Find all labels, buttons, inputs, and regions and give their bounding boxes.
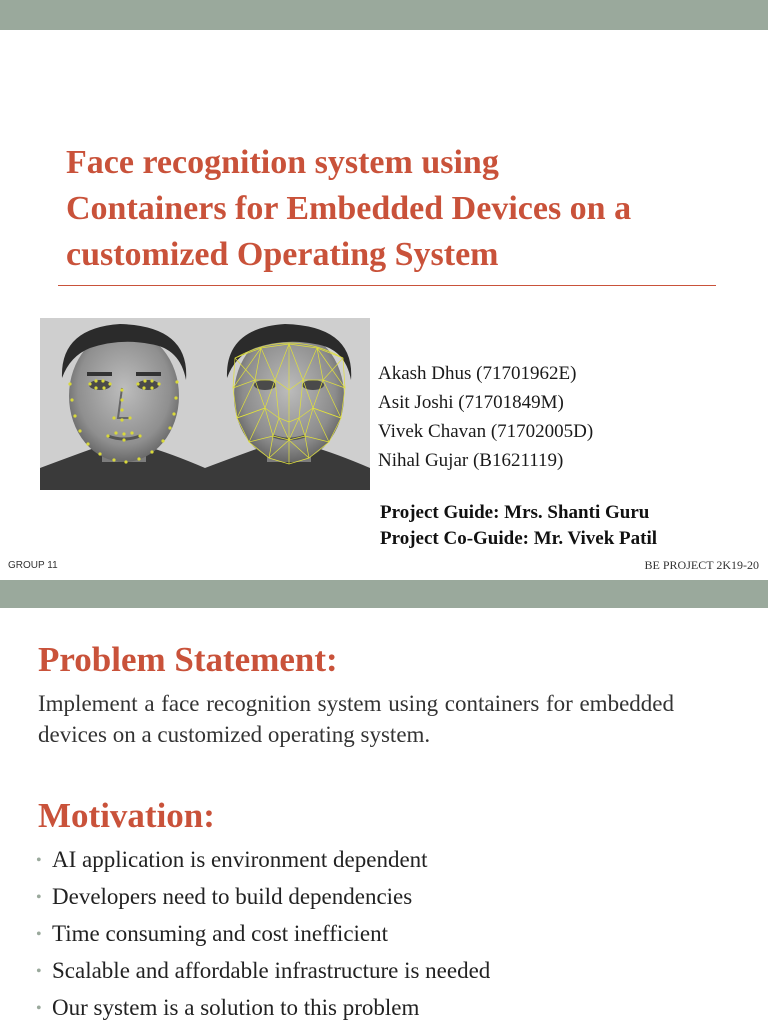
author-item: Asit Joshi (71701849M) [378, 392, 564, 413]
footer-project: BE PROJECT 2K19-20 [644, 558, 759, 572]
list-item-text: Developers need to build dependencies [52, 884, 413, 909]
problem-heading: Problem Statement: [38, 640, 338, 679]
title-divider [58, 285, 716, 286]
bullet-icon: • [36, 963, 42, 980]
list-item-text: Scalable and affordable infrastructure is needed [52, 958, 491, 983]
author-list [378, 359, 738, 475]
list-item [36, 879, 736, 916]
motivation-heading: Motivation: [38, 796, 215, 835]
problem-text: Implement a face recognition system using containers for embedded devices on a customized operating system. [38, 691, 674, 747]
list-item-text: AI application is environment dependent [52, 847, 428, 872]
author-item: Nihal Gujar (B1621119) [378, 450, 564, 471]
author-item: Akash Dhus (71701962E) [378, 363, 577, 384]
face-landmarks-image [40, 318, 205, 490]
slide-separator-bar [0, 580, 768, 608]
bullet-icon: • [36, 852, 42, 869]
footer-group: GROUP 11 [8, 560, 58, 571]
project-guide: Project Guide: Mrs. Shanti Guru [380, 502, 650, 523]
slide-title [66, 140, 746, 278]
title-slide [0, 30, 768, 580]
bullet-icon: • [36, 926, 42, 943]
project-co-guide: Project Co-Guide: Mr. Vivek Patil [380, 528, 658, 549]
list-item [36, 953, 736, 990]
list-item-text: Time consuming and cost inefficient [52, 921, 389, 946]
list-item [36, 990, 736, 1027]
list-item [36, 842, 736, 879]
author-item: Vivek Chavan (71702005D) [378, 421, 594, 442]
title-line-1: Face recognition system using [66, 144, 499, 181]
title-line-2: Containers for Embedded Devices on a [66, 190, 632, 227]
face-mesh-image [205, 318, 370, 490]
motivation-list [36, 842, 736, 1027]
bullet-icon: • [36, 889, 42, 906]
list-item [36, 916, 736, 953]
bullet-icon: • [36, 1000, 42, 1017]
list-item-text: Our system is a solution to this problem [52, 995, 420, 1020]
title-line-3: customized Operating System [66, 236, 499, 273]
top-bar [0, 0, 768, 30]
